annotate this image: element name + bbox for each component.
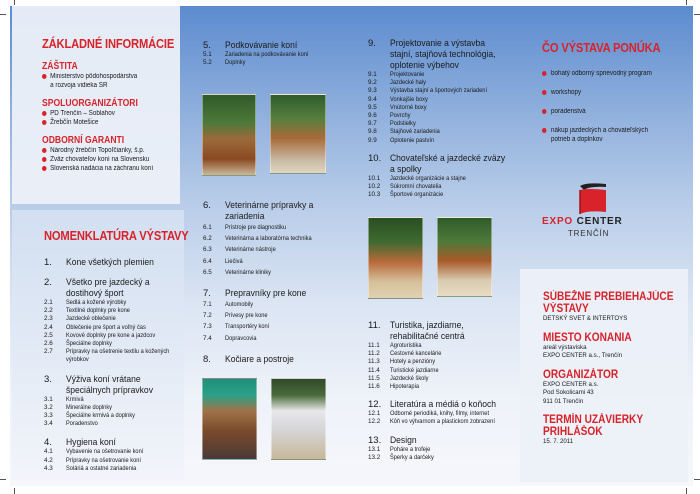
- subsection: [368, 367, 518, 375]
- item-title: Textilné doplnky pre kone: [66, 307, 130, 315]
- item-title: Špeciálne doplnky: [66, 340, 113, 348]
- item-number: 2.3: [44, 315, 53, 323]
- crop-mark: [14, 488, 15, 494]
- subsection: [44, 340, 184, 348]
- photo-western-saddle: [202, 378, 257, 460]
- item-title: Veterinárna a laboratórna technika: [225, 235, 312, 243]
- item-title: Súkromní chovatelia: [390, 183, 442, 191]
- item-number: 7.4: [203, 334, 212, 342]
- section-11: [368, 320, 518, 342]
- item-title: Cestovné kancelárie: [390, 350, 442, 358]
- coorganizers-heading: SPOLUORGANIZÁTORI: [42, 98, 138, 109]
- crop-mark: [686, 0, 687, 5]
- item-title: Design: [390, 434, 417, 446]
- subsection: [203, 233, 363, 244]
- item-title: Prípravky na ošetrovanie koní: [66, 456, 141, 464]
- item-number: 10.2: [368, 183, 381, 191]
- crop-mark: [0, 479, 6, 480]
- item-number: 9.: [368, 38, 376, 49]
- item-number: 10.3: [368, 191, 381, 199]
- column-3-lower: [368, 320, 518, 462]
- item-number: 9.8: [368, 128, 377, 136]
- section-8: [203, 354, 363, 365]
- item-number: 6.1: [203, 224, 212, 231]
- item-title: Kovové doplnky pre kone a jazdcov: [66, 331, 156, 339]
- item-number: 7.1: [203, 301, 212, 309]
- venue: MIESTO KONANIA areál výstaviska EXPO CENTER a.s., Trenčín: [543, 331, 632, 359]
- item-title: Automobily: [225, 301, 254, 309]
- bullet-item: Žrebčín Motešice: [42, 118, 166, 127]
- expo-center-logo: [542, 182, 642, 242]
- subsection: [368, 87, 518, 95]
- item-number: 11.2: [368, 350, 380, 358]
- subsection: [44, 412, 184, 420]
- subsection: [203, 333, 363, 344]
- subsection: [368, 350, 518, 358]
- item-title: Odborné periodiká, knihy, filmy, internet: [390, 410, 490, 418]
- logo-mark-icon: [572, 182, 612, 218]
- item-title: Šperky a darčeky: [390, 453, 434, 461]
- subsection: [44, 348, 184, 364]
- crop-mark: [686, 488, 687, 494]
- item-number: 4.: [44, 437, 52, 449]
- organizer: ORGANIZÁTOR EXPO CENTER a.s. Pod Sokolicami 43 911 01 Trenčín: [543, 368, 619, 405]
- section-2: [44, 277, 184, 299]
- basic-info-panel: [12, 6, 180, 204]
- photo-horse-arena: [437, 217, 492, 297]
- item-number: 10.1: [368, 174, 381, 182]
- item-title: Turistické jazdiarne: [390, 366, 439, 374]
- item-number: 10.: [368, 152, 382, 164]
- item-number: 7.: [203, 288, 211, 300]
- section-13: [368, 435, 518, 446]
- logo-city: TRENČÍN: [568, 229, 610, 238]
- photo-show-jumping: [368, 217, 423, 299]
- subsection: [368, 183, 518, 191]
- subsection: [203, 321, 363, 332]
- item-title: Veterinárne prípravky a zariadenia: [225, 200, 314, 222]
- item-number: 9.6: [368, 112, 377, 120]
- section-4: [44, 437, 184, 448]
- item-number: 2.2: [44, 307, 53, 315]
- item-number: 8.: [203, 353, 211, 365]
- bullet-item: Zväz chovateľov koní na Slovensku: [42, 155, 166, 164]
- item-number: 6.2: [203, 235, 212, 243]
- subsection: [368, 137, 518, 145]
- photo-rearing-horse: [270, 94, 326, 174]
- item-title: Poháre a trofeje: [390, 445, 431, 453]
- subsection: [44, 299, 184, 307]
- patronage-heading: ZÁŠTITA: [42, 61, 78, 72]
- subsection: [44, 324, 184, 332]
- item-number: 5.2: [203, 59, 212, 67]
- offer-item-continuation: potrieb a doplnkov: [551, 136, 603, 143]
- crop-mark: [14, 0, 15, 5]
- subsection: [368, 120, 518, 128]
- subsection: [368, 410, 518, 418]
- subsection: [368, 104, 518, 112]
- item-number: 11.3: [368, 358, 380, 366]
- item-title: Povrchy: [390, 112, 411, 120]
- section-6: [203, 200, 363, 222]
- item-title: Podstielky: [390, 120, 416, 128]
- item-title: Sedlá a kožené výrobky: [66, 299, 127, 306]
- item-number: 7.2: [203, 312, 212, 320]
- section-1: [44, 257, 184, 268]
- item-title: Dopravcovia: [225, 334, 257, 342]
- photo-white-horse-rider: [271, 378, 326, 460]
- subsection: [368, 342, 518, 350]
- item-number: 2.6: [44, 340, 53, 348]
- item-number: 4.1: [44, 448, 53, 456]
- subsection: [203, 256, 363, 267]
- item-number: 4.2: [44, 456, 53, 464]
- logo-wordmark: EXPO CENTER: [542, 216, 623, 227]
- item-title: Všetko pre jazdecký a dostihový šport: [66, 277, 150, 299]
- item-title: Oplotenie pastvín: [390, 136, 435, 144]
- offer-item: poradenstvá: [542, 107, 668, 116]
- item-number: 9.9: [368, 136, 377, 144]
- item-number: 9.4: [368, 95, 377, 103]
- item-number: 11.5: [368, 374, 380, 382]
- item-title: Prípravky na ošetrenie textilu a kožených výrobkov: [66, 348, 170, 364]
- event-info-panel: [520, 269, 688, 482]
- section-7: [203, 288, 363, 299]
- offer-item: bohatý odborný sprievodný program: [542, 69, 668, 78]
- subsection: [44, 457, 184, 465]
- registration-deadline: TERMÍN UZÁVIERKY PRIHLÁŠOK 15. 7. 2011: [543, 414, 644, 445]
- item-title: Jazdecké školy: [390, 374, 429, 382]
- subsection: [203, 59, 363, 67]
- bullet-item: Slovenská nadácia na záchranu koní: [42, 164, 166, 173]
- item-number: 1.: [44, 257, 52, 268]
- item-title: Jazdecké haly: [390, 79, 426, 87]
- subsection: [203, 222, 363, 233]
- item-title: Športové organizácie: [390, 191, 444, 199]
- column-3: [368, 38, 518, 199]
- item-title: Minerálne doplnky: [66, 403, 112, 411]
- item-title: Projektovanie: [390, 71, 425, 78]
- item-title: Vonkajšie boxy: [390, 95, 428, 103]
- item-number: 4.3: [44, 464, 53, 472]
- item-title: Kone všetkých plemien: [66, 257, 154, 268]
- item-number: 11.6: [368, 383, 380, 391]
- item-title: Jazdecké oblečenie: [66, 315, 116, 323]
- subsection: [368, 446, 518, 454]
- subsection: [368, 128, 518, 136]
- bullet-item: Ministerstvo pôdohospodárstva: [42, 72, 166, 81]
- item-number: 2.4: [44, 323, 53, 331]
- item-title: Chovateľské a jazdecké zväzy a spolky: [390, 152, 506, 175]
- item-number: 6.: [203, 200, 211, 211]
- offer-title: ČO VÝSTAVA PONÚKA: [542, 40, 661, 55]
- item-number: 5.1: [203, 51, 212, 58]
- item-number: 13.: [368, 434, 382, 446]
- item-number: 3.2: [44, 403, 53, 411]
- column-2-lower: [203, 200, 363, 365]
- item-title: Veterinárne nástroje: [225, 246, 276, 254]
- bullet-item: PD Trenčín – Soblahov: [42, 109, 166, 118]
- item-title: Krmivá: [66, 395, 84, 403]
- item-number: 9.7: [368, 120, 377, 128]
- photo-rider-cowboy: [202, 94, 256, 176]
- subsection: [368, 112, 518, 120]
- subsection: [368, 375, 518, 383]
- item-number: 2.: [44, 277, 52, 288]
- section-9: [368, 38, 518, 71]
- item-title: Doplnky: [225, 59, 246, 67]
- item-number: 13.2: [368, 453, 381, 461]
- item-title: Prepravníky pre kone: [225, 288, 307, 300]
- item-number: 7.3: [203, 323, 212, 331]
- subsection: [203, 267, 363, 278]
- subsection: [44, 396, 184, 404]
- offer-item: workshopy: [542, 88, 668, 97]
- basic-info-title: ZÁKLADNÉ INFORMÁCIE: [42, 36, 175, 51]
- offer-item: nákup jazdeckých a chovateľských: [542, 126, 668, 135]
- subsection: [368, 71, 518, 79]
- item-title: Hipoterapia: [390, 383, 419, 391]
- item-title: Liečivá: [225, 257, 243, 265]
- item-title: Hygiena koní: [66, 437, 116, 449]
- subsection: [368, 358, 518, 366]
- subsection: [44, 332, 184, 340]
- item-title: Poradenstvo: [66, 420, 98, 428]
- item-title: Agroturistika: [390, 342, 422, 349]
- subsection: [44, 465, 184, 473]
- section-10: [368, 153, 518, 175]
- item-number: 9.5: [368, 103, 377, 111]
- item-title: Literatúra a médiá o koňoch: [390, 399, 497, 411]
- item-number: 2.1: [44, 299, 53, 306]
- item-number: 11.: [368, 320, 381, 331]
- item-title: Prístroje pre diagnostiku: [225, 224, 287, 231]
- subsection: [368, 175, 518, 183]
- item-number: 5.: [203, 40, 211, 51]
- subsection: [368, 383, 518, 391]
- crop-mark: [694, 479, 700, 480]
- subsection: [203, 310, 363, 321]
- item-title: Vybavenie na ošetrovanie koní: [66, 448, 144, 456]
- item-title: Turistika, jazdiarne, rehabilitačné centrá: [390, 320, 465, 342]
- item-title: Kôň vo výtvarnom a plastickom zobrazení: [390, 418, 495, 426]
- item-number: 6.3: [203, 246, 212, 254]
- item-number: 3.3: [44, 412, 53, 420]
- item-title: Prívesy pre kone: [225, 312, 268, 320]
- item-number: 6.5: [203, 268, 212, 276]
- item-title: Vnútorné boxy: [390, 103, 427, 111]
- bullet-item: Národný žrebčín Topoľčianky, š.p.: [42, 146, 166, 155]
- item-number: 9.1: [368, 71, 377, 78]
- item-title: Výživa koní vrátane špeciálnych prípravkov: [66, 373, 153, 396]
- item-number: 12.2: [368, 418, 381, 426]
- crop-mark: [694, 14, 700, 15]
- item-title: Hotely a penzióny: [390, 358, 436, 366]
- subsection: [368, 79, 518, 87]
- item-number: 2.7: [44, 348, 53, 356]
- nomenclature-panel: [12, 210, 189, 480]
- item-title: Projektovanie a výstavba stajní, stajňová technológia, oplotenie výbehov: [390, 38, 496, 71]
- item-title: Transportéry koní: [225, 323, 270, 331]
- subsection: [368, 191, 518, 199]
- item-title: Podkovávanie koní: [225, 40, 298, 51]
- item-title: Soláriá a ostatné zariadenia: [66, 464, 137, 472]
- crop-mark: [0, 14, 6, 15]
- section-5: [203, 40, 363, 51]
- subsection: [368, 418, 518, 426]
- subsection: [368, 454, 518, 462]
- section-3: [44, 374, 184, 396]
- subsection: [44, 404, 184, 412]
- item-number: 11.1: [368, 342, 380, 349]
- item-title: Oblečenie pre šport a voľný čas: [66, 323, 146, 331]
- item-title: Veterinárne kliniky: [225, 268, 271, 276]
- subsection: [203, 244, 363, 255]
- item-title: Výstavba stajní a športových zariadení: [390, 87, 488, 95]
- item-number: 11.4: [368, 366, 380, 374]
- subsection: [203, 299, 363, 310]
- subsection: [368, 96, 518, 104]
- subsection: [203, 51, 363, 59]
- item-title: Zariadenia na podkovávanie koní: [225, 51, 309, 58]
- column-2: [203, 30, 363, 67]
- offer-panel: [542, 40, 682, 144]
- subsection: [44, 420, 184, 428]
- item-number: 9.3: [368, 87, 377, 95]
- item-number: 13.1: [368, 445, 381, 453]
- guarantors-heading: ODBORNÍ GARANTI: [42, 135, 125, 146]
- item-title: Stajňové zariadenia: [390, 128, 440, 136]
- subsection: [44, 315, 184, 323]
- nomenclature-title: NOMENKLATÚRA VÝSTAVY: [44, 228, 189, 243]
- item-number: 3.1: [44, 395, 53, 403]
- item-number: 12.: [368, 399, 382, 411]
- bullet-continuation: a rozvoja vidieka SR: [50, 82, 108, 89]
- parallel-exhibitions: SÚBEŽNE PREBIEHAJÚCE VÝSTAVY DETSKÝ SVET & INTERTOYS: [543, 291, 674, 322]
- subsection: [44, 448, 184, 456]
- section-12: [368, 399, 518, 410]
- item-number: 3.4: [44, 420, 53, 428]
- item-number: 6.4: [203, 257, 212, 265]
- item-title: Jazdecké organizácie a stajne: [390, 174, 466, 182]
- item-number: 9.2: [368, 79, 377, 87]
- item-title: Špeciálne krmivá a doplnky: [66, 412, 135, 420]
- item-title: Kočiare a postroje: [225, 353, 294, 365]
- item-number: 12.1: [368, 410, 381, 418]
- item-number: 3.: [44, 373, 52, 385]
- item-number: 2.5: [44, 331, 53, 339]
- subsection: [44, 307, 184, 315]
